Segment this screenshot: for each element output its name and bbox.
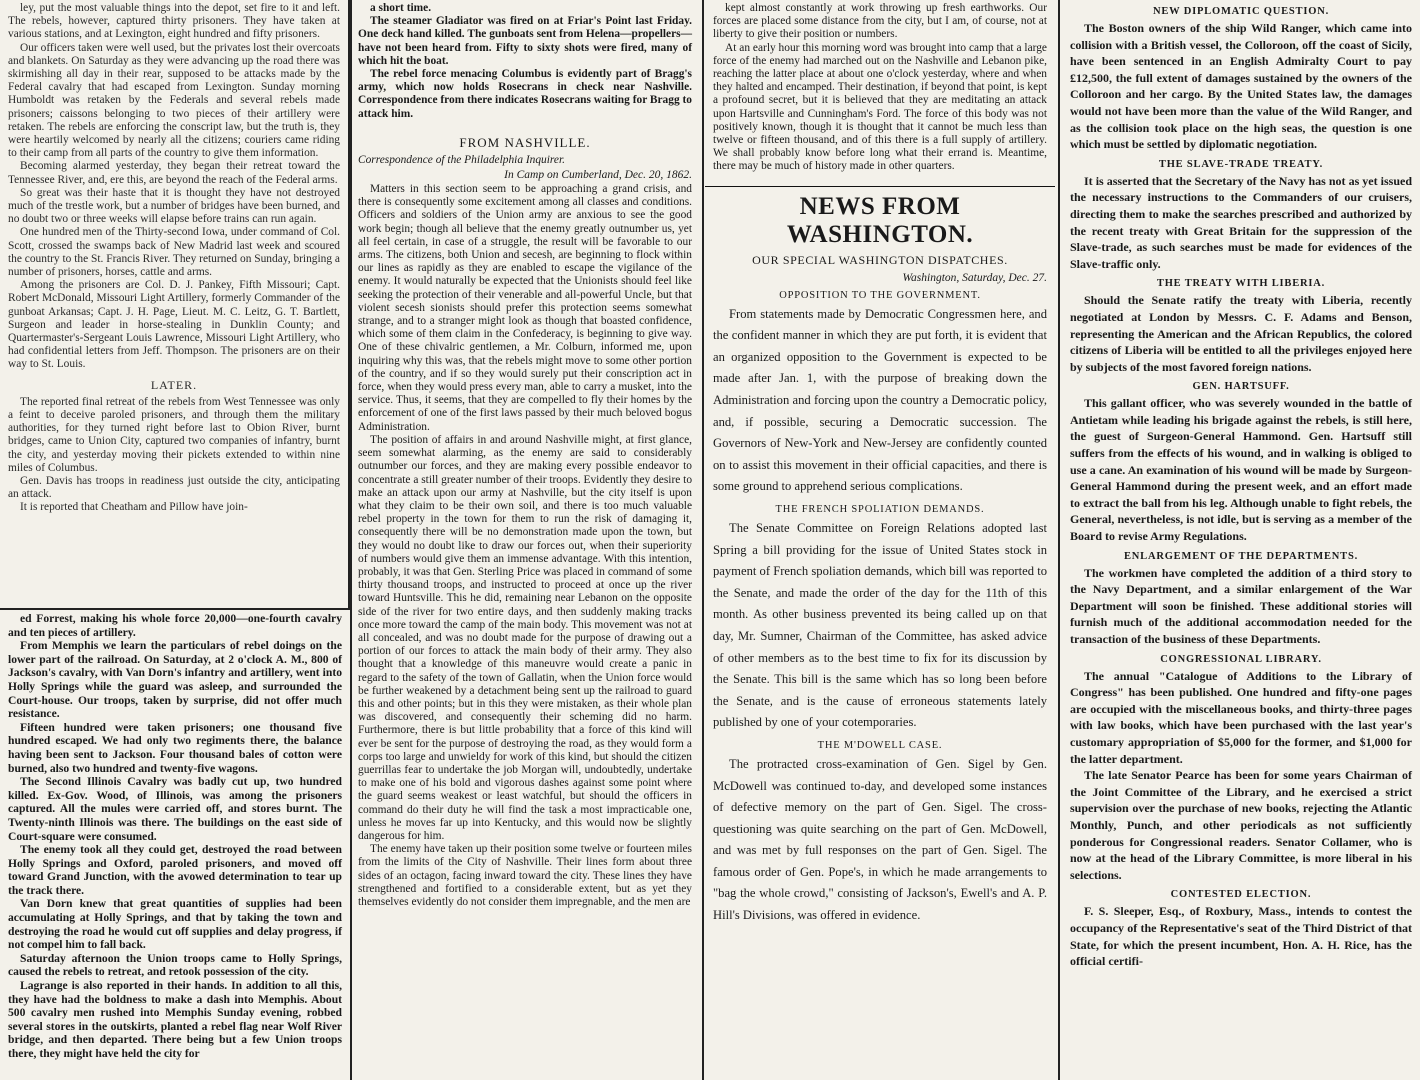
article-dateline: Washington, Saturday, Dec. 27. — [902, 271, 1047, 284]
section-divider — [705, 186, 1055, 187]
article-paragraph: The reported final retreat of the rebels from West Tennessee was only a feint to deceive paroled prisoners, and through them the military authorities, for they turned right before last to Obion River, burnt bridges, came to Union City, captured two companies of infantry, burnt the city, and yesterday moving their pickets extended to within nine miles of Columbus. — [8, 395, 340, 474]
article-paragraph: It is reported that Cheatham and Pillow have join- — [20, 501, 248, 514]
column-2 — [350, 0, 700, 1080]
section-heading: THE M'DOWELL CASE. — [817, 739, 943, 751]
column-rule — [702, 0, 704, 1080]
article-paragraph: This gallant officer, who was severely wounded in the battle of Antietam while leading his brigade against the rebels, is still here, the guest of Surgeon-General Hammond. Gen. Hartsuff still suffers from the effects of his wound, and in walking is obliged to use a cane. An examination of his wound will be made by Surgeon-General Hammond during the present week, and an effort made to extract the ball from his leg. Although unable to fight rebels, the General, nevertheless, is not idle, but is serving as a member of the Board to revise Army Regulations. — [1070, 396, 1412, 544]
column-1 — [0, 0, 348, 608]
article-paragraph: It is asserted that the Secretary of the Navy has not as yet issued the necessary instructions to the Commanders of our cruisers, directing them to make the searches prescribed and authorized by the recent treaty with Great Britain for the suppression of the Slave-trade, as such searches must be made for evidences of the Slave-traffic only. — [1070, 173, 1412, 271]
article-paragraph: Becoming alarmed yesterday, they began their retreat toward the Tennessee River, and, ere this, are beyond the reach of the Federal arms. — [8, 160, 340, 186]
article-paragraph: Our officers taken were well used, but the privates lost their overcoats and blankets. On Saturday as they were advancing up the road there was skirmishing all day in their rear, supposed to be attacks made by the Federal cavalry that had escaped from Lexington. Sunday morning Humboldt was retaken by the Federals and several rebels made prisoners; caissons belonging to two pieces of their artillery were retaken. The rebels are enforcing the conscript law, but the truth is, they were heartily welcomed by nearly all the citizens; couriers came riding to their camp from all parts of the country to give them information. — [8, 41, 340, 160]
article-paragraph: So great was their haste that it is thought they have not destroyed much of the trestle work, but a number of bridges have been burned, and no doubt two or three weeks will elapse before trains can run again. — [8, 186, 340, 226]
article-paragraph: The annual "Catalogue of Additions to the Library of Congress" has been published. One hundred and fifty-one pages are occupied with the miscellaneous books, and thirty-three pages with law books, which have been purchased with the last year's customary appropriation of $5,000 for the former, and $1,000 for the latter department. — [1070, 668, 1412, 766]
article-paragraph: Gen. Davis has troops in readiness just outside the city, anticipating an attack. — [8, 474, 340, 501]
article-heading: FROM NASHVILLE. — [459, 134, 591, 150]
section-heading: ENLARGEMENT OF THE DEPARTMENTS. — [1123, 550, 1359, 562]
article-paragraph: One hundred men of the Thirty-second Iowa, under command of Col. Scott, crossed the swamps back of New Madrid last week and scoured the country to the St. Francis River. They returned on Sunday, bringing a number of prisoners, horses, cattle and arms. — [8, 226, 340, 279]
column-3 — [705, 0, 1055, 1080]
section-heading: CONGRESSIONAL LIBRARY. — [1160, 653, 1322, 665]
article-paragraph: From Memphis we learn the particulars of rebel doings on the lower part of the railroad. On Saturday, at 2 o'clock A. M., 800 of Jackson's cavalry, with Van Dorn's infantry and artillery, went into Holly Springs while the guard was asleep, and surrounded the Court-house. Our troops, taken by surprise, did not offer much resistance. — [8, 639, 342, 721]
article-paragraph: The protracted cross-examination of Gen. Sigel by Gen. McDowell was continued to-day, and developed some instances of defective memory on the part of Gen. Sigel. The cross-questioning was quite searching on the part of Gen. McDowell, and was met by full responses on the part of Gen. Sigel. The famous order of Gen. Pope's, in which he made arrangements to "bag the whole crowd," consisting of Jackson's, Ewell's and A. P. Hill's Divisions, was offered in evidence. — [713, 756, 1047, 923]
article-paragraph: The Senate Committee on Foreign Relations adopted last Spring a bill providing for the issue of United States stock in payment of French spoliation demands, which bill was reported to the Senate, and made the order of the day for the 11th of this month. As other business prevented its being called up on that day, Mr. Sumner, Chairman of the Committee, has asked advice of other members as to the best time to fix for its discussion by the Senate. This bill is the same which has so long been before the Senate, and is the cause of erroneous statements lately published by one of your cotemporaries. — [713, 520, 1047, 730]
article-paragraph: kept almost constantly at work throwing up fresh earthworks. Our forces are placed some distance from the city, but I am, of course, not at liberty to give their position or numbers. — [713, 2, 1047, 41]
page-title: NEWS FROM WASHINGTON. — [786, 192, 974, 248]
article-paragraph: Should the Senate ratify the treaty with Liberia, recently negotiated at London by Messrs. C. F. Adams and Benson, representing the American and the African Republics, the colored citizens of Liberia will be entitled to all the privileges enjoyed here by subjects of the most favored foreign nations. — [1070, 293, 1412, 374]
article-paragraph: The workmen have completed the addition of a third story to the Navy Department, and a similar enlargement of the War Department will soon be finished. These additional stories will furnish much of the additional accommodation needed for the transaction of the business of these Departments. — [1070, 565, 1412, 646]
column-rule — [1058, 0, 1060, 1080]
article-paragraph: The Boston owners of the ship Wild Ranger, which came into collision with a British vessel, the Colloroon, off the coast of Sicily, have been sentenced in an English Admiralty Court to pay £12,500, the full extent of damages sustained by the owners of the Colloroon and her cargo. By the United States law, the damages would not have been more than the value of the Wild Ranger, and as the collision took place on the high seas, the question is one which must be settled by diplomatic negotiation. — [1070, 21, 1412, 152]
section-heading: LATER. — [150, 377, 198, 392]
article-paragraph: The Second Illinois Cavalry was badly cut up, two hundred killed. Ex-Gov. Wood, of Illinois, was among the prisoners captured. All the mules were carried off, and stores burnt. The Twenty-ninth Illinois was there. The buildings on the east side of Court-square were consumed. — [8, 775, 342, 843]
section-heading: THE TREATY WITH LIBERIA. — [1156, 278, 1326, 290]
section-heading: THE SLAVE-TRADE TREATY. — [1158, 158, 1324, 170]
article-paragraph: The rebel force menacing Columbus is evidently part of Bragg's army, which now holds Rosecrans in check near Nashville. Correspondence from there indicates Rosecrans waiting for Bragg to attack him. — [358, 68, 692, 120]
article-byline: Correspondence of the Philadelphia Inquirer. — [358, 153, 566, 166]
article-paragraph: The late Senator Pearce has been for some years Chairman of the Joint Committee of the Library, and he exercised a strict supervision over the purchase of new books, rejecting the Atlantic Monthly, Punch, and other periodicals as not sufficiently ponderous for Congressional readers. Senator Collamer, who is now at the head of the Library Committee, is more liberal in his selections. — [1070, 768, 1412, 882]
article-paragraph: a short time. — [370, 2, 432, 14]
article-paragraph: The enemy have taken up their position some twelve or fourteen miles from the limits of the City of Nashville. Their lines form about three sides of an octagon, facing inward toward the city. These lines they have strengthened and fortified to a considerable extent, but as yet they themselves evidently do not consider them impregnable, and the men are — [358, 843, 692, 908]
column-1-lower — [0, 608, 350, 1080]
article-paragraph: From statements made by Democratic Congressmen here, and the confident manner in which they are put forth, it is evident that an organized opposition to the Government is expected to be made after Jan. 1, with the purpose of breaking down the Administration and forcing upon the country a Democratic policy, and, if possible, securing a Democratic succession. The Governors of New-York and New-Jersey are confidently counted on to assist this movement in their official capacities, and there is some ground to apprehend serious complications. — [713, 306, 1047, 494]
article-paragraph: F. S. Sleeper, Esq., of Roxbury, Mass., intends to contest the occupancy of the Representative's seat of the Third District of that State, for which the present incumbent, Hon. A. H. Rice, has the official certifi- — [1070, 904, 1412, 969]
article-paragraph: The position of affairs in and around Nashville might, at first glance, seem somewhat alarming, as the enemy are said to considerably outnumber our forces, and they are making every possible endeavor to concentrate a still greater number of their troops. Evidently they desire to make an attack upon our army at Nashville, but the city itself is upon what they claim to be their own soil, and there is too much valuable rebel property in the town for them to run the risk of damaging it, consequently there will be no demonstration made upon the town, but they would no doubt like to draw our forces out, when their superiority of numbers would give them an immense advantage. With this intention, probably, it was that Gen. Sterling Price was placed in command of some thirty thousand troops, and instructed to proceed at once up the river toward Huntsville. This he did, remaining near Lebanon on the opposite side of the river for two entire days, and then suddenly making tracks once more toward the camp of the main body. This movement was not at all concealed, and was no doubt made for the purpose of drawing out a portion of our forces to attack the main body of their army. They also thought that a knowledge of this maneuvre would create a panic in regard to the safety of the town of Gallatin, when the Union force would be further weakened by a detachment being sent up the railroad to guard this and other points; but in this they were mistaken, as their whole plan was discovered, and consequently their scheming did no harm. Furthermore, there is but little probability that a force of this kind will ever be sent for the purpose of destroying the road, as they would form a corps too large and unwieldy for work of this kind, but should the citizen guerrillas fear to undertake the job Morgan will, undoubtedly, undertake to make one of his bold and vigorous dashes against some point where the guard seems weakest or least watchful, but should the officers in command do their duty he will find the task a most impracticable one, unless he moves far up into Kentucky, and this would now be slightly dangerous for him. — [358, 433, 693, 842]
subtitle: OUR SPECIAL WASHINGTON DISPATCHES. — [752, 252, 1008, 267]
article-paragraph: Matters in this section seem to be approaching a grand crisis, and there is consequently some excitement among all classes and conditions. Officers and soldiers of the Union army are anxious to see the good work begin; though all believe that the enemy greatly outnumber us, yet all feel certain, in case of a struggle, the result will be favorable to our arms. The citizens, both Union and secesh, are beginning to flock within our lines as rapidly as they are enabled to escape the vigilance of the enemy. It would naturally be expected that the Unionists should feel like seeking the protection of their venerable and all-powerful Uncle, but that violent secesh sionists should prefer this protection seems somewhat strange, and to a stranger might look as though that boasted confidence, which some of them claim in the Confederacy, is beginning to give way. One of these chivalric gentlemen, a Mr. Colburn, informed me, upon inquiring why this was, that the rebels might move to some other portion of the country, and if so they would surely put their conscription act in force, when they would press every man, able to carry a musket, into the service. Thus, it seems, that they are compelled to fly their homes by the enforcement of one of the first laws passed by their much beloved bogus Administration. — [358, 183, 692, 433]
section-heading: THE FRENCH SPOLIATION DEMANDS. — [775, 503, 985, 515]
article-paragraph: Lagrange is also reported in their hands. In addition to all this, they have had the boldness to make a dash into Memphis. About 500 cavalry men rushed into Memphis Sunday evening, robbed several stores in the outskirts, planted a rebel flag near Wolf River bridge, and then departed. There being but a few Union troops there, they might have held the city for — [8, 979, 342, 1060]
article-paragraph: At an early hour this morning word was brought into camp that a large force of the enemy had marched out on the Nashville and Lebanon pike, reaching the latter place at about one o'clock yesterday, where and when they halted and encamped. Their destination, if beyond that point, is kept a profound secret, but it is believed that they are meditating an attack upon Hartsville and Cunningham's Ford. The force of this body was not positively known, though it is thought that it cannot be much less than twelve or fifteen thousand, and of this there is a full supply of artillery. We shall probably know before long what their errand is. Meantime, there may be much of history made in other quarters. — [713, 41, 1047, 173]
article-paragraph: Fifteen hundred were taken prisoners; one thousand five hundred escaped. We had only two regiments there, the balance having been sent to Jackson. Four thousand bales of cotton were burned, also two hundred and twenty-five wagons. — [8, 720, 342, 775]
column-4 — [1062, 0, 1420, 1080]
article-dateline: In Camp on Cumberland, Dec. 20, 1862. — [504, 169, 692, 182]
article-paragraph: The enemy took all they could get, destroyed the road between Holly Springs and Oxford, paroled prisoners, and moved off toward Grand Junction, with the avowed determination to tear up the track there. — [8, 843, 342, 897]
article-paragraph: Van Dorn knew that great quantities of supplies had been accumulating at Holly Springs, and that by taking the town and destroying the road he would cut off supplies and delay progress, if not compel him to fall back. — [8, 897, 342, 952]
section-heading: OPPOSITION TO THE GOVERNMENT. — [779, 289, 981, 301]
section-heading: NEW DIPLOMATIC QUESTION. — [1152, 6, 1330, 17]
article-paragraph: The steamer Gladiator was fired on at Friar's Point last Friday. One deck hand killed. The gunboats sent from Helena—propellers—have not been heard from. Fifty to sixty shots were fired, many of which hit the boat. — [358, 15, 692, 67]
article-paragraph: Among the prisoners are Col. D. J. Pankey, Fifth Missouri; Capt. Robert McDonald, Missouri Light Artillery, formerly Commander of the gunboat Arkansas; Capt. J. H. Page, Lieut. M. C. Leitz, G. T. Bartlett, Surgeon and leader in horse-stealing in Dunklin County; and Quartermaster's-Sergeant Louis Lawrence, Missouri Light Artillery, who had confidential letters from Jeff. Thompson. The prisoners are on their way to St. Louis. — [8, 279, 340, 371]
article-paragraph: ed Forrest, making his whole force 20,000—one-fourth cavalry and ten pieces of artillery. — [8, 612, 342, 639]
article-paragraph: Saturday afternoon the Union troops came to Holly Springs, caused the rebels to retreat, and retook possession of the city. — [8, 951, 342, 979]
section-heading: GEN. HARTSUFF. — [1192, 381, 1290, 393]
section-heading: CONTESTED ELECTION. — [1170, 889, 1312, 901]
article-paragraph: ley, put the most valuable things into the depot, set fire to it and left. The rebels, however, captured thirty prisoners. They have taken at various stations, and at Lexington, eight hundred and fifty prisoners. — [8, 2, 340, 41]
